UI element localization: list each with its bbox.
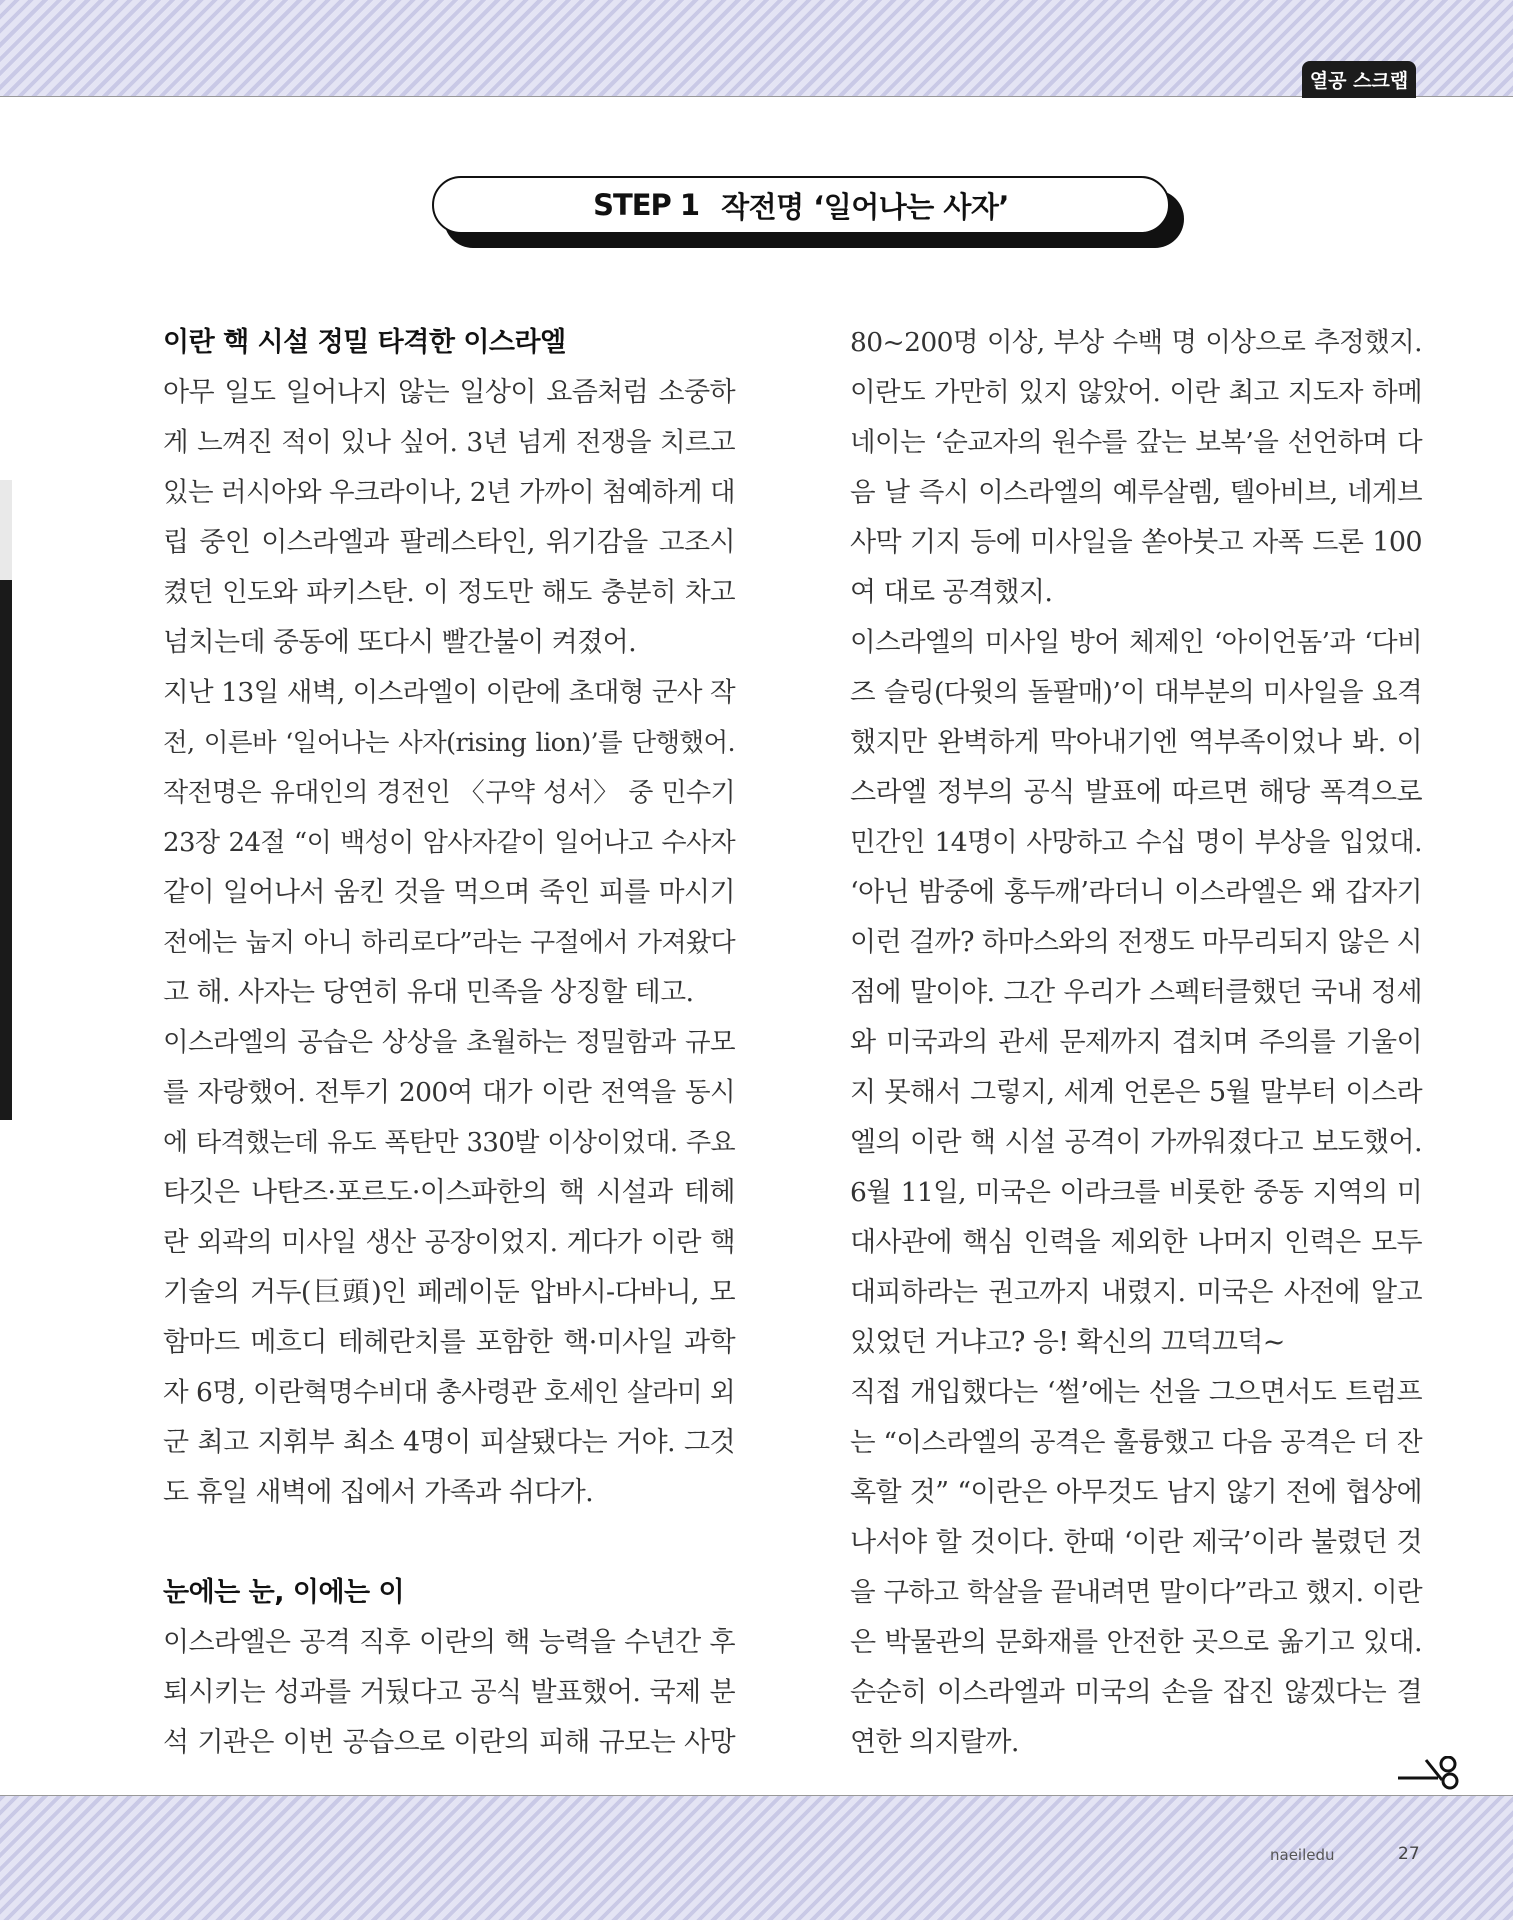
section-heading: 눈에는 눈, 이에는 이 — [163, 1577, 405, 1608]
step-header-pill — [432, 176, 1170, 234]
text-line: 석 기관은 이번 공습으로 이란의 피해 규모는 사망 — [163, 1727, 735, 1758]
text-line: 켰던 인도와 파키스탄. 이 정도만 해도 충분히 차고 — [163, 577, 735, 608]
text-line: 전에는 눕지 아니 하리로다”라는 구절에서 가져왔다 — [163, 928, 735, 958]
text-line: 즈 슬링(다윗의 돌팔매)’이 대부분의 미사일을 요격 — [850, 677, 1422, 708]
left-column — [163, 318, 735, 1768]
side-edge-bar-light — [0, 480, 12, 580]
text-line: 점에 말이야. 그간 우리가 스펙터클했던 국내 정세 — [850, 977, 1422, 1008]
text-line: 퇴시키는 성과를 거뒀다고 공식 발표했어. 국제 분 — [163, 1677, 735, 1708]
text-line: 직접 개입했다는 ‘썰’에는 선을 그으면서도 트럼프 — [850, 1377, 1422, 1408]
text-line: 연한 의지랄까. — [850, 1727, 1019, 1758]
text-line: 대피하라는 권고까지 내렸지. 미국은 사전에 알고 — [850, 1277, 1422, 1308]
text-line: 이스라엘의 미사일 방어 체제인 ‘아이언돔’과 ‘다비 — [850, 627, 1422, 658]
text-line: 6월 11일, 미국은 이라크를 비롯한 중동 지역의 미 — [850, 1177, 1422, 1208]
text-line: 군 최고 지휘부 최소 4명이 피살됐다는 거야. 그것 — [163, 1427, 735, 1458]
text-line: 도 휴일 새벽에 집에서 가족과 쉬다가. — [163, 1477, 594, 1508]
text-line: 타깃은 나탄즈·포르도·이스파한의 핵 시설과 테헤 — [163, 1177, 735, 1208]
section-heading: 이란 핵 시설 정밀 타격한 이스라엘 — [163, 327, 566, 358]
text-line: 엘의 이란 핵 시설 공격이 가까워졌다고 보도했어. — [850, 1127, 1422, 1158]
text-line: 이란도 가만히 있지 않았어. 이란 최고 지도자 하메 — [850, 377, 1422, 408]
top-stripe-band — [0, 0, 1513, 97]
page-number: 27 — [1398, 1844, 1420, 1864]
footer-brand: naeiledu — [1270, 1846, 1335, 1864]
text-line: 와 미국과의 관세 문제까지 겹치며 주의를 기울이 — [850, 1027, 1422, 1058]
text-line: 여 대로 공격했지. — [850, 577, 1053, 608]
text-line: 음 날 즉시 이스라엘의 예루살렘, 텔아비브, 네게브 — [850, 477, 1422, 508]
paragraph-spacer — [163, 1518, 735, 1568]
text-line: 이런 걸까? 하마스와의 전쟁도 마무리되지 않은 시 — [850, 927, 1422, 958]
text-line: 지난 13일 새벽, 이스라엘이 이란에 초대형 군사 작 — [163, 677, 735, 708]
text-line: 순순히 이스라엘과 미국의 손을 잡진 않겠다는 결 — [850, 1677, 1422, 1708]
text-line: 대사관에 핵심 인력을 제외한 나머지 인력은 모두 — [850, 1227, 1422, 1258]
text-line: 있었던 거냐고? 응! 확신의 끄덕끄덕~ — [850, 1327, 1285, 1358]
text-line: 은 박물관의 문화재를 안전한 곳으로 옮기고 있대. — [850, 1627, 1422, 1658]
step-title: 작전명 ‘일어나는 사자’ — [721, 189, 1009, 224]
text-line: 있는 러시아와 우크라이나, 2년 가까이 첨예하게 대 — [163, 477, 735, 508]
step-label: STEP 1 — [593, 188, 700, 222]
text-line: 네이는 ‘순교자의 원수를 갚는 보복’을 선언하며 다 — [850, 427, 1422, 458]
text-line: 넘치는데 중동에 또다시 빨간불이 켜졌어. — [163, 627, 637, 658]
text-line: 에 타격했는데 유도 폭탄만 330발 이상이었대. 주요 — [163, 1128, 735, 1158]
section-tab: 열공 스크랩 — [1302, 61, 1416, 98]
scissors-icon — [1398, 1756, 1462, 1790]
text-line: 란 외곽의 미사일 생산 공장이었지. 게다가 이란 핵 — [163, 1227, 735, 1258]
text-line: 작전명은 유대인의 경전인 〈구약 성서〉 중 민수기 — [163, 778, 735, 808]
text-line: 혹할 것” “이란은 아무것도 남지 않기 전에 협상에 — [850, 1477, 1422, 1508]
text-line: 는 “이스라엘의 공격은 훌륭했고 다음 공격은 더 잔 — [850, 1427, 1422, 1458]
text-line: 지 못해서 그렇지, 세계 언론은 5월 말부터 이스라 — [850, 1077, 1422, 1108]
text-line: 기술의 거두(巨頭)인 페레이둔 압바시-다바니, 모 — [163, 1277, 735, 1308]
text-line: 스라엘 정부의 공식 발표에 따르면 해당 폭격으로 — [850, 777, 1422, 808]
text-line: 같이 일어나서 움킨 것을 먹으며 죽인 피를 마시기 — [163, 877, 735, 908]
text-line: 이스라엘은 공격 직후 이란의 핵 능력을 수년간 후 — [163, 1627, 735, 1658]
text-line: 립 중인 이스라엘과 팔레스타인, 위기감을 고조시 — [163, 527, 735, 558]
text-line: 23장 24절 “이 백성이 암사자같이 일어나고 수사자 — [163, 828, 735, 858]
text-line: ‘아닌 밤중에 홍두깨’라더니 이스라엘은 왜 갑자기 — [850, 877, 1422, 908]
text-line: 고 해. 사자는 당연히 유대 민족을 상징할 테고. — [163, 977, 694, 1008]
text-line: 아무 일도 일어나지 않는 일상이 요즘처럼 소중하 — [163, 377, 735, 408]
step-header — [432, 176, 1184, 248]
text-line: 이스라엘의 공습은 상상을 초월하는 정밀함과 규모 — [163, 1027, 735, 1058]
text-line: 자 6명, 이란혁명수비대 총사령관 호세인 살라미 외 — [163, 1377, 735, 1408]
text-line: 나서야 할 것이다. 한때 ‘이란 제국’이라 불렸던 것 — [850, 1527, 1422, 1558]
text-line: 게 느껴진 적이 있나 싶어. 3년 넘게 전쟁을 치르고 — [163, 427, 735, 458]
text-line: 함마드 메흐디 테헤란치를 포함한 핵·미사일 과학 — [163, 1327, 735, 1358]
text-line: 을 구하고 학살을 끝내려면 말이다”라고 했지. 이란 — [850, 1577, 1422, 1608]
text-line: 했지만 완벽하게 막아내기엔 역부족이었나 봐. 이 — [850, 727, 1422, 758]
text-line: 를 자랑했어. 전투기 200여 대가 이란 전역을 동시 — [163, 1077, 735, 1108]
text-line: 사막 기지 등에 미사일을 쏟아붓고 자폭 드론 100 — [850, 527, 1422, 558]
text-line: 80~200명 이상, 부상 수백 명 이상으로 추정했지. — [850, 327, 1422, 358]
text-line: 민간인 14명이 사망하고 수십 명이 부상을 입었대. — [850, 827, 1422, 858]
text-line: 전, 이른바 ‘일어나는 사자(rising lion)’를 단행했어. — [163, 728, 735, 758]
right-column — [850, 318, 1422, 1768]
